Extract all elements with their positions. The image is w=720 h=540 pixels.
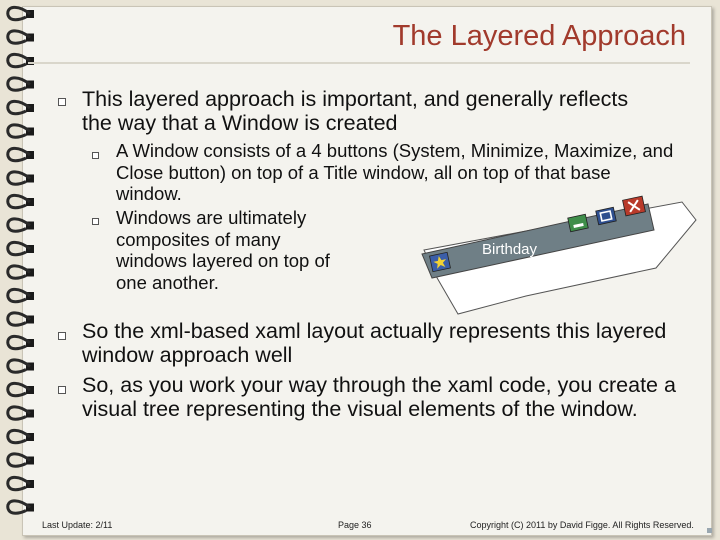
star-icon [430,252,451,271]
bullet-3: So the xml-based xaml layout actually represents this layered window approach well [82,319,667,367]
footer-page-number: Page 36 [338,520,372,530]
title-area [28,18,690,66]
slide-title: The Layered Approach [392,20,686,52]
footer-copyright: Copyright (C) 2011 by David Figge. All Rights Reserved. [470,520,694,530]
title-rule [28,62,690,64]
spiral-binding [0,0,40,540]
corner-marker [707,528,712,533]
sub-bullet-2: Windows are ultimately composites of many windows layered on top of one another. [116,207,330,293]
bullet-4: So, as you work your way through the xaml code, you create a visual tree representing the visual elements of the window. [82,373,676,421]
footer-last-update: Last Update: 2/11 [42,520,113,530]
sub-bullet-1: A Window consists of a 4 buttons (System, Minimize, Maximize, and Close button) on top of a Title window, all on top of that base window. [116,140,674,204]
window-title-text: Birthday [482,241,538,258]
bullet-marker [92,218,99,225]
bullet-marker [58,386,66,394]
bullet-1: This layered approach is important, and generally reflects the way that a Window is created [82,87,629,135]
bullet-marker [92,152,99,159]
bullet-marker [58,332,66,340]
bullet-marker [58,98,66,106]
layered-window-illustration [418,192,702,324]
